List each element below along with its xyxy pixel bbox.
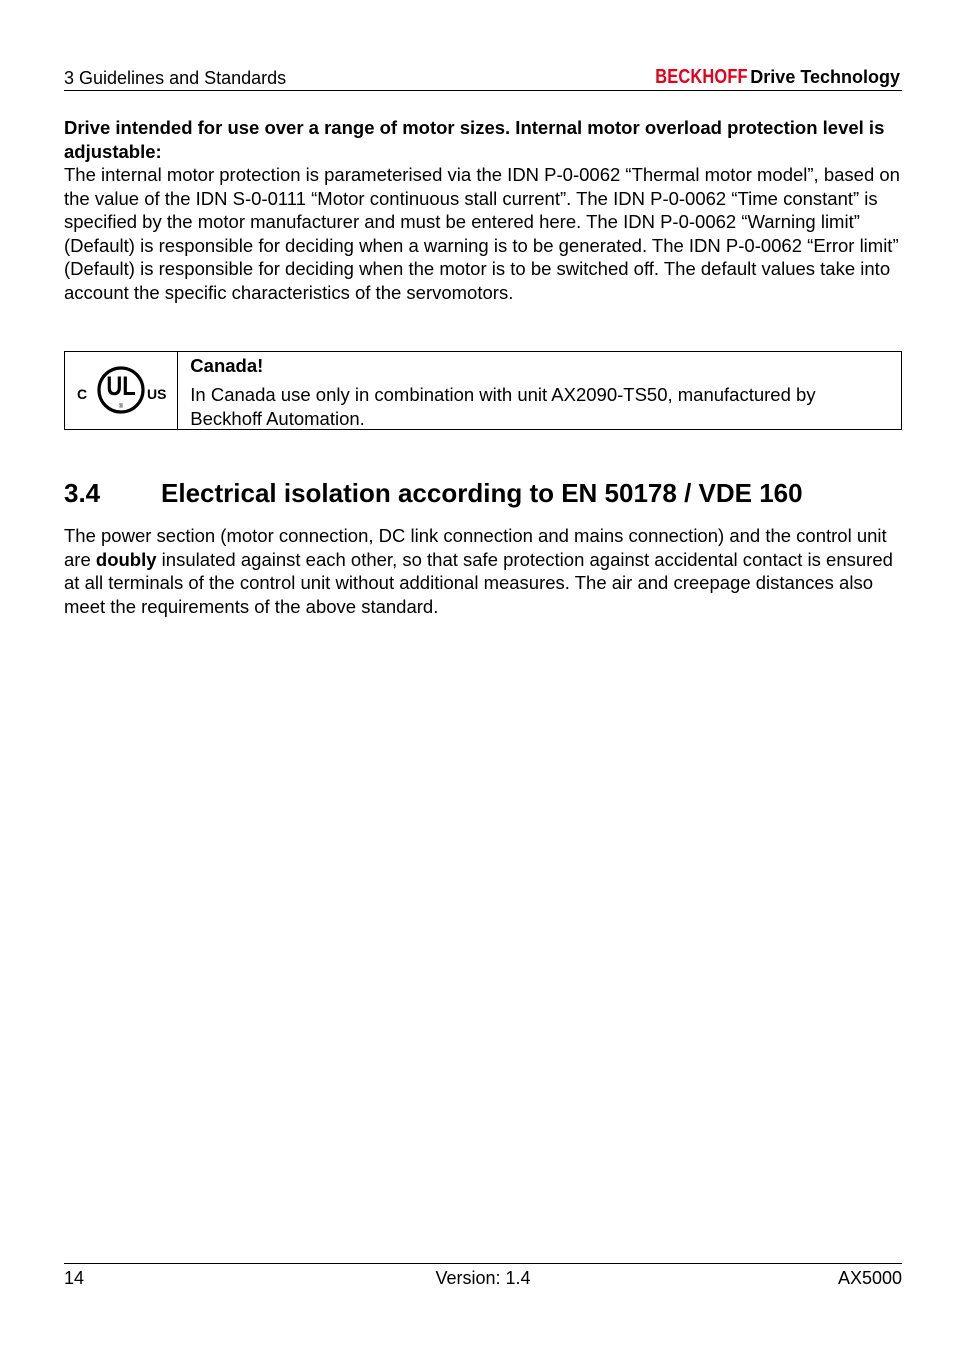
cul-registered-mark: ® — [118, 403, 124, 410]
canada-note — [64, 351, 902, 430]
page-footer — [64, 1263, 902, 1294]
section-paragraph — [64, 524, 902, 618]
intro-lead: Drive intended for use over a range of motor sizes. Internal motor overload protection level is adjustable: — [64, 117, 885, 162]
section-title: Electrical isolation according to EN 50178 / VDE 160 — [161, 478, 803, 508]
header-brand-tag: Drive Technology — [750, 67, 900, 87]
cul-ul-letters: UL — [106, 371, 136, 402]
cul-c-letter: C — [77, 385, 88, 402]
document-version: Version: 1.4 — [435, 1268, 531, 1288]
note-title: Canada! — [190, 355, 264, 376]
section-heading — [64, 478, 803, 509]
beckhoff-logo: BECKHOFF — [654, 66, 748, 88]
note-text-cell — [178, 352, 901, 429]
note-body: In Canada use only in combination with unit AX2090-TS50, manufactured by Beckhoff Automation. — [190, 384, 816, 429]
intro-body: The internal motor protection is parameterised via the IDN P-0-0062 “Thermal motor model”, based on the value of the IDN S-0-0111 “Motor continuous stall current”. The IDN P-0-0062 “Time constant” is specified by the motor manufacturer and must be entered here. The IDN P-0-0062 “Warning limit” (Default) is responsible for deciding when a warning is to be generated. The IDN P-0-0062 “Error limit” (Default) is responsible for deciding when the motor is to be switched off. The default values take into account the specific characteristics of the servomotors. — [64, 164, 900, 303]
section-body-after: insulated against each other, so that safe protection against accidental contact is ensured at all terminals of the control unit without additional measures. The air and creepage distances also meet the requirements of the above standard. — [64, 548, 893, 617]
header-brand — [635, 66, 900, 89]
cul-us-letters: US — [147, 385, 167, 402]
product-name: AX5000 — [837, 1268, 902, 1288]
note-icon-cell — [65, 352, 178, 429]
section-body-before: The power section (motor connection, DC link connection and mains connection) and the control unit are — [64, 525, 887, 570]
section-number: 3.4 — [64, 478, 101, 508]
page-header — [64, 66, 902, 91]
section-body — [64, 524, 902, 618]
header-section-title: 3 Guidelines and Standards — [64, 68, 287, 88]
section-body-bold: doubly — [95, 548, 157, 570]
cul-us-mark-icon — [75, 365, 167, 417]
intro-block — [64, 116, 902, 304]
page-number: 14 — [64, 1268, 85, 1288]
